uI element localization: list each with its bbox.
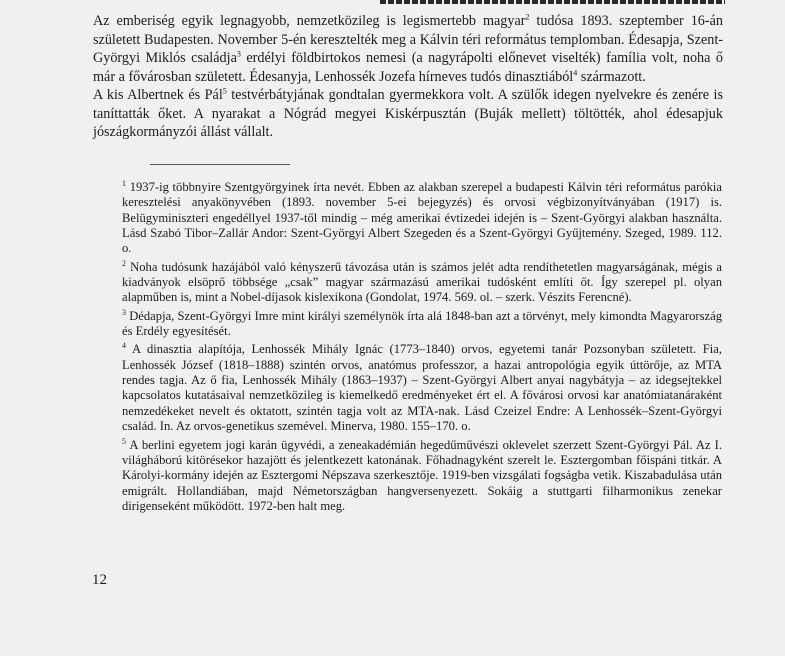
- paragraph-text: testvérbátyjának gondtalan gyermekkora volt. A szülők idegen nyelvekre és zenére is taníttatták őket. A nyarakat a Nógrád megyei Kiskérpusztán (Buják mellett) töltötték, ahol édesapjuk jószágkormányzói állást vállalt.: [93, 87, 723, 140]
- paragraph-text: A kis Albertnek és Pál: [93, 87, 223, 103]
- page-number: 12: [92, 572, 107, 588]
- footnote-ref: 5: [222, 86, 227, 96]
- footnote-text: Dédapja, Szent-Györgyi Imre mint királyi személynök írta alá 1848-ban azt a törvényt, mely kimondta Magyarország és Erdély egyesítését.: [122, 308, 722, 339]
- footnote-ref: 2: [525, 12, 530, 22]
- footnote-2: [122, 260, 722, 306]
- footnote-ref: 3: [236, 49, 241, 59]
- footnote-number: 2: [122, 258, 126, 268]
- footnote-1: [122, 180, 722, 257]
- footnote-separator: [150, 164, 290, 165]
- footnote-number: 1: [122, 178, 126, 188]
- top-edge-line: [380, 0, 725, 4]
- paragraph-text: Az emberiség egyik legnagyobb, nemzetközileg is legismertebb magyar: [93, 13, 526, 29]
- footnote-3: [122, 309, 722, 340]
- main-text: [93, 12, 723, 142]
- footnote-number: 4: [122, 341, 126, 351]
- footnotes: [122, 180, 722, 517]
- paragraph-text: származott.: [577, 68, 646, 85]
- footnote-text: A dinasztia alapítója, Lenhossék Mihály Ignác (1773–1840) orvos, egyetemi tanár Pozsonyban született. Fia, Lenhossék József (1818–1888) szintén orvos, anatómus professzor, a hazai antropológia egyik úttörője, az MTA rendes tagja. Az ő fia, Lenhossék Mihály (1863–1937) – Szent-Györgyi Albert anyai nagybátyja – az idegsejtekkel kapcsolatos kutatásaival nemzetközileg is kiemelkedő eredményeket ért el. A fővárosi orvosi kar anatómiatanáraként nemzedékeket nevelt és oktatott, szintén tagja volt az MTA-nak. Lásd Czeizel Endre: A Lenhossék–Szent-Györgyi család. In. Az orvos-genetikus szemével. Minerva, 1980. 155–170. o.: [122, 342, 722, 434]
- paragraph-text: tudósa 1893. szeptember 16-án született Budapesten. November 5-én keresztelték meg a Kálvin téri református templomban. Édesapja, Szent-Györgyi Miklós családja: [93, 13, 723, 66]
- footnote-ref: 4: [573, 67, 578, 77]
- footnote-4: [122, 342, 722, 434]
- paragraph-text: erdélyi földbirtokos nemesi (a nagyrápolti előnevet viselték) família volt, noha ő már a fővárosban született. Édesanyja, Lenhossék Jozefa hírneves tudós dinasztiából: [93, 50, 723, 85]
- footnote-text: A berlini egyetem jogi karán ügyvédi, a zeneakadémián hegedűművészi oklevelet szerzett Szent-Györgyi Pál. Az I. világháború kitörésekor hazajött és jelentkezett katonának. Főhadnagyként szerelt le. Esztergomban főispáni titkár. A Károlyi-kormány idején az Esztergomi Népszava szerkesztője. 1919-ben vizsgálati fogságba vetik. Kiszabadulása után emigrált. Hollandiában, majd Németországban hangversenyezett. Sokáig a stuttgarti filharmonikus zenekar dirigenseként működött. 1972-ben halt meg.: [122, 437, 722, 513]
- paragraph-2: [93, 86, 723, 142]
- footnote-number: 3: [122, 307, 126, 317]
- footnote-text: Noha tudósunk hazájából való kényszerű távozása után is számos jelét adta rendíthetetlen magyarságának, mégis a kiadványok elsöprő többsége „csak” magyar származású amerikai tudósként említi őt. Így szerepel pl. olyan alapműben is, mint a Nobel-díjasok kislexikona (Gondolat, 1974. 569. ol. – szerk. Vészits Ferencné).: [122, 259, 722, 305]
- paragraph-1: [93, 12, 723, 86]
- footnote-number: 5: [122, 436, 126, 446]
- footnote-5: [122, 438, 722, 515]
- footnote-text: 1937-ig többnyire Szentgyörgyinek írta nevét. Ebben az alakban szerepel a budapesti Kálvin téri református parókia keresztelési anyakönyvében (1893. november 5-ei bejegyzés) és orvosi végbizonyítványában (1917) is. Belügyminiszteri engedéllyel 1937-től mindig – még amerikai évtizedei idején is – Szent-Györgyi alakban használta. Lásd Szabó Tibor–Zallár Andor: Szent-Györgyi Albert Szegeden és a Szent-Györgyi Gyűjtemény. Szeged, 1989. 112. o.: [122, 180, 722, 256]
